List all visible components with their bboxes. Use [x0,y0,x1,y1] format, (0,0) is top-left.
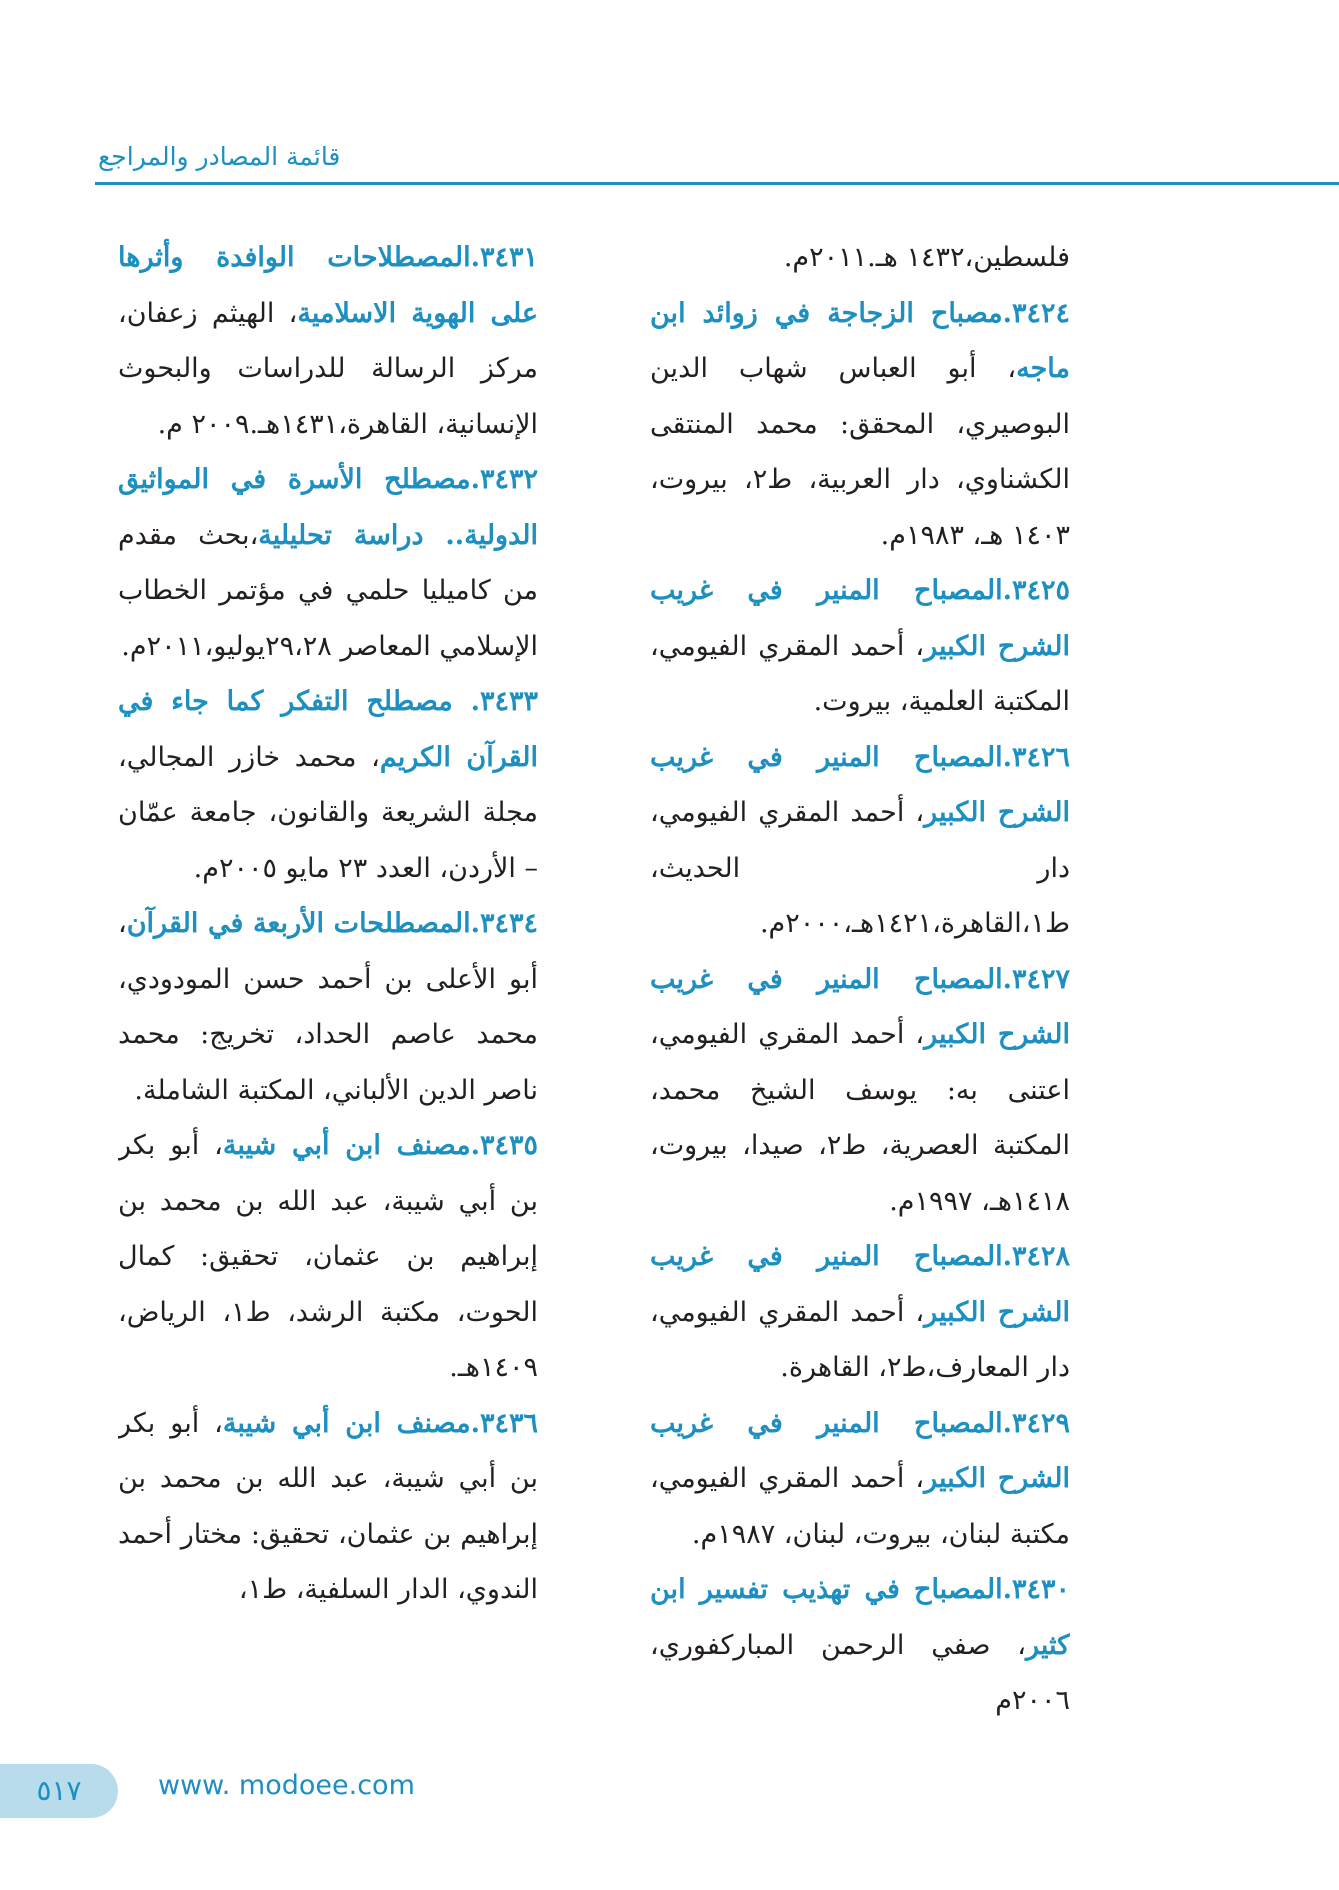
left-column [118,230,538,1760]
entry-text: ، أبو بكر بن أبي شيبة، عبد الله بن محمد بن إبراهيم بن عثمان، تحقيق: مختار أحمد الندوي، الدار السلفية، ط١، [118,1407,538,1605]
reference-entry [118,1118,538,1396]
entry-title: المصباح المنير في غريب الشرح الكبير [650,1241,1070,1328]
entry-title: المصطلاحات الوافدة وأثرها على الهوية الاسلامية [118,242,538,329]
entry-text: ، أبو العباس شهاب الدين البوصيري، المحقق: محمد المنتقى الكشناوي، دار العربية، ط٢، بيروت، ١٤٠٣ هـ، ١٩٨٣م. [650,353,1070,551]
entry-number: ٣٤٣٦. [470,1407,538,1439]
reference-entry [118,230,538,452]
entry-number: ٣٤٣٢. [470,464,538,495]
reference-entry [650,1562,1070,1729]
entry-number: ٣٤٢٩. [1002,1407,1070,1439]
entry-text: ، أحمد المقري الفيومي، اعتنى به: يوسف الشيخ محمد، المكتبة العصرية، ط٢، صيدا، بيروت، ١٤١٨هـ، ١٩٩٧م. [650,1019,1070,1217]
entry-title: مصطلح الأسرة في المواثيق الدولية.. دراسة تحليلية [118,464,538,551]
header-rule [95,182,1339,185]
reference-entry [650,730,1070,952]
entry-number: ٣٤٢٧. [1002,963,1070,995]
entry-text: فلسطين،١٤٣٢ هـ.٢٠١١م. [783,242,1070,273]
entry-number: ٣٤٢٤. [1002,297,1070,329]
entry-title: مصباح الزجاجة في زوائد ابن ماجه [650,297,1070,384]
reference-entry [650,230,1070,286]
entry-title: مصنف ابن أبي شيبة [222,1130,471,1161]
entry-title: المصطلحات الأربعة في القرآن [126,908,471,939]
entry-number: ٣٤٢٦. [1002,741,1070,773]
entry-title: المصباح المنير في غريب الشرح الكبير [650,741,1070,828]
reference-entry [650,952,1070,1230]
entry-text: ، الهيثم زعفان، مركز الرسالة للدراسات والبحوث الإنسانية، القاهرة،١٤٣١هـ.٢٠٠٩ م. [118,297,538,440]
reference-entry [118,896,538,1118]
reference-entry [650,563,1070,730]
entry-text: ، أحمد المقري الفيومي، مكتبة لبنان، بيروت، لبنان، ١٩٨٧م. [650,1463,1070,1550]
entry-text: ، أبو بكر بن أبي شيبة، عبد الله بن محمد بن إبراهيم بن عثمان، تحقيق: كمال الحوت، مكتبة الرشد، ط١، الرياض، ١٤٠٩هـ. [118,1130,538,1383]
entry-number: ٣٤٣٥. [470,1130,538,1161]
entry-title: المصباح المنير في غريب الشرح الكبير [650,1407,1070,1494]
entry-text: ، أحمد المقري الفيومي، دار الحديث، ط١،القاهرة،١٤٢١هـ،٢٠٠٠م. [650,797,1070,939]
entry-title: المصباح في تهذيب تفسير ابن كثير [650,1574,1070,1661]
reference-entry [118,1396,538,1618]
entry-number: ٣٤٣١. [470,242,538,273]
entry-number: ٣٤٢٥. [1002,575,1070,606]
reference-entry [650,1229,1070,1396]
entry-text: ، أحمد المقري الفيومي، دار المعارف،ط٢، القاهرة. [650,1296,1070,1383]
entry-title: مصطلح التفكر كما جاء في القرآن الكريم [118,686,538,773]
entry-text: ، محمد خازر المجالي، مجلة الشريعة والقانون، جامعة عمّان – الأردن، العدد ٢٣ مايو ٢٠٠٥م. [118,741,538,884]
entry-title: المصباح المنير في غريب الشرح الكبير [650,575,1070,662]
page-number: ٥١٧ [0,1764,118,1818]
entry-title: مصنف ابن أبي شيبة [222,1407,471,1439]
entry-number: ٣٤٢٨. [1002,1241,1070,1272]
reference-entry [650,286,1070,564]
entry-number: ٣٤٣٠. [1002,1574,1070,1605]
website-link[interactable]: www. modoee.com [158,1770,415,1801]
entry-title: المصباح المنير في غريب الشرح الكبير [650,963,1070,1050]
reference-entry [118,452,538,674]
entry-text: ، أبو الأعلى بن أحمد حسن المودودي، محمد عاصم الحداد، تخريج: محمد ناصر الدين الألباني، المكتبة الشاملة. [118,908,538,1106]
entry-text: ، أحمد المقري الفيومي، المكتبة العلمية، بيروت. [650,630,1070,717]
entry-number: ٣٤٣٣. [470,686,538,717]
entry-text: ،بحث مقدم من كاميليا حلمي في مؤتمر الخطاب الإسلامي المعاصر ٢٩،٢٨يوليو،٢٠١١م. [118,519,538,662]
reference-entry [650,1396,1070,1563]
reference-entry [118,674,538,896]
entry-text: ، صفي الرحمن المباركفوري، ٢٠٠٦م [650,1629,1070,1716]
entry-number: ٣٤٣٤. [470,908,538,939]
right-column [650,230,1070,1760]
header-title: قائمة المصادر والمراجع [98,142,341,171]
